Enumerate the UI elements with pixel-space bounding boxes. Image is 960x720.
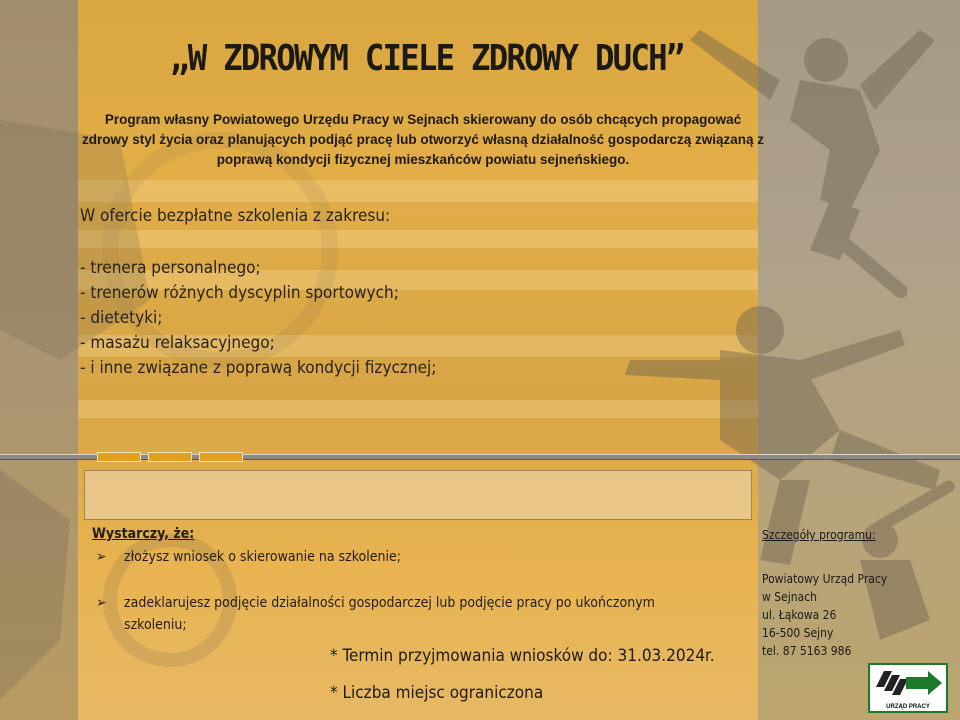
- list-item: - dietetyki;: [80, 308, 163, 328]
- details-line: 16-500 Sejny: [762, 626, 834, 640]
- section-divider: [0, 452, 960, 462]
- list-item: - trenera personalnego;: [80, 258, 261, 278]
- offer-section: [80, 206, 750, 381]
- list-item: - i inne związane z poprawą kondycji fizycznej;: [80, 358, 437, 378]
- arrow-bullet-icon: ➢: [96, 549, 107, 565]
- details-line: ul. Łąkowa 26: [762, 608, 837, 622]
- details-line: w Sejnach: [762, 590, 817, 604]
- divider-line: [0, 454, 960, 460]
- list-item: - masażu relaksacyjnego;: [80, 333, 275, 353]
- requirement-text: zadeklarujesz podjęcie działalności gospodarczej lub podjęcie pracy po ukończonym szkoleniu;: [124, 595, 655, 633]
- offer-list: [80, 256, 750, 381]
- urzad-pracy-logo-icon: [870, 665, 946, 701]
- requirements-section: [92, 526, 692, 636]
- logo-label: URZĄD PRACY: [886, 704, 930, 710]
- divider-tab: [199, 452, 243, 462]
- details-heading: Szczegóły programu:: [762, 528, 876, 542]
- page-title: „W ZDROWYM CIELE ZDROWY DUCH”: [170, 38, 684, 79]
- divider-tab: [97, 452, 141, 462]
- deadline-note: * Termin przyjmowania wniosków do: 31.03.2024r.: [330, 646, 715, 666]
- list-item: - trenerów różnych dyscyplin sportowych;: [80, 283, 399, 303]
- list-item: [92, 546, 692, 568]
- empty-text-box: [84, 470, 752, 520]
- intro-text: Program własny Powiatowego Urzędu Pracy w Sejnach skierowany do osób chcących propagować zdrowy styl życia oraz planujących podjąć pracę lub otworzyć własną działalność gospodarczą związaną z poprawą kondycji fizycznej mieszkańców powiatu sejneńskiego.: [82, 112, 764, 167]
- urzad-pracy-logo: [868, 663, 948, 713]
- offer-lead: W ofercie bezpłatne szkolenia z zakresu:: [80, 206, 391, 226]
- contact-details: [762, 526, 952, 660]
- arrow-bullet-icon: ➢: [96, 595, 107, 611]
- details-line: tel. 87 5163 986: [762, 644, 852, 658]
- requirements-heading: Wystarczy, że:: [92, 526, 195, 542]
- requirement-text: złożysz wniosek o skierowanie na szkolenie;: [124, 549, 401, 565]
- list-item: [92, 592, 692, 636]
- limited-places-note: * Liczba miejsc ograniczona: [330, 683, 544, 703]
- divider-tab: [148, 452, 192, 462]
- details-line: Powiatowy Urząd Pracy: [762, 572, 888, 586]
